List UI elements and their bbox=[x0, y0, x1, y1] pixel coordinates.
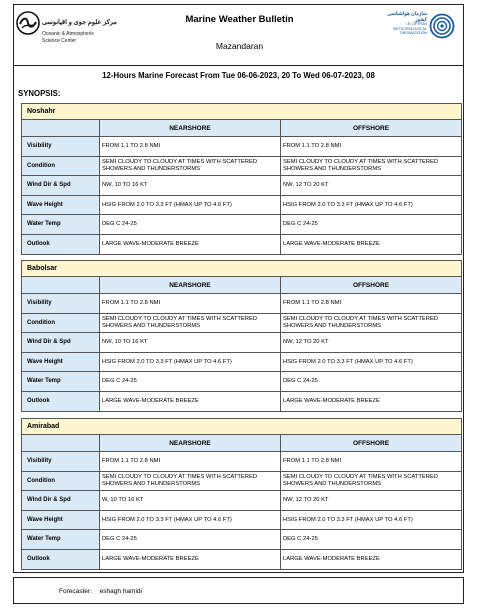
row-label: Visibility bbox=[22, 452, 100, 471]
station-section-amirabad bbox=[21, 418, 462, 570]
nearshore-value: FROM 1.1 TO 2.8 NMI bbox=[100, 452, 281, 471]
offshore-value: FROM 1.1 TO 2.8 NMI bbox=[283, 458, 342, 465]
column-header-blank bbox=[22, 435, 100, 451]
row-label: Water Temp bbox=[22, 372, 100, 391]
offshore-value: SEMI CLOUDY TO CLOUDY AT TIMES WITH SCATTERED SHOWERS AND THUNDERSTORMS bbox=[283, 474, 439, 487]
offshore-value: DEG C 24-25 bbox=[283, 221, 318, 228]
table-row bbox=[22, 550, 461, 570]
bulletin-title: Marine Weather Bulletin bbox=[185, 14, 294, 25]
row-label: Water Temp bbox=[22, 215, 100, 234]
offshore-value: HSIG FROM 2.0 TO 3.3 FT (HMAX UP TO 4.6 FT) bbox=[283, 516, 413, 523]
nearshore-value: DEG C 24-25 bbox=[100, 530, 281, 549]
column-header-nearshore: NEARSHORE bbox=[100, 120, 281, 136]
table-row bbox=[22, 215, 461, 235]
nearshore-value: HSIG FROM 2.0 TO 3.3 FT (HMAX UP TO 4.6 FT) bbox=[100, 511, 281, 530]
table-row bbox=[22, 372, 461, 392]
table-row bbox=[22, 452, 461, 472]
offshore-value: DEG C 24-25 bbox=[283, 536, 318, 543]
table-row bbox=[22, 294, 461, 314]
offshore-value: NW, 12 TO 20 KT bbox=[283, 182, 329, 189]
column-header-nearshore: NEARSHORE bbox=[100, 435, 281, 451]
nearshore-value: DEG C 24-25 bbox=[100, 215, 281, 234]
column-header-row bbox=[22, 277, 461, 294]
offshore-value: SEMI CLOUDY TO CLOUDY AT TIMES WITH SCATTERED SHOWERS AND THUNDERSTORMS bbox=[283, 159, 439, 172]
table-row bbox=[22, 137, 461, 157]
synopsis-label: SYNOPSIS: bbox=[18, 89, 61, 98]
table-row bbox=[22, 235, 461, 255]
logo-left-en-text-1: Oceanic & Atmospheric bbox=[42, 31, 94, 37]
row-label: Condition bbox=[22, 472, 100, 491]
nearshore-value: SEMI CLOUDY TO CLOUDY AT TIMES WITH SCATTERED SHOWERS AND THUNDERSTORMS bbox=[100, 472, 281, 491]
forecaster-name: eshagh hamidi bbox=[99, 588, 142, 595]
forecast-period: 12-Hours Marine Forecast From Tue 06-06-2023, 20 To Wed 06-07-2023, 08 bbox=[102, 71, 375, 80]
row-label: Condition bbox=[22, 157, 100, 176]
row-label: Visibility bbox=[22, 137, 100, 156]
nearshore-value: LARGE WAVE-MODERATE BREEZE bbox=[100, 550, 281, 570]
row-label: Condition bbox=[22, 314, 100, 333]
logo-right-en-text-2: METEOROLOGICAL ORGANIZATION bbox=[393, 27, 427, 35]
offshore-value: NW, 12 TO 20 KT bbox=[283, 339, 329, 346]
logo-right-fa-text: سازمان هواشناسی کشور bbox=[387, 11, 427, 23]
offshore-value: FROM 1.1 TO 2.8 NMI bbox=[283, 300, 342, 307]
offshore-value: DEG C 24-25 bbox=[283, 378, 318, 385]
row-label: Wind Dir & Spd bbox=[22, 333, 100, 352]
column-header-blank bbox=[22, 120, 100, 136]
forecaster-label: Forecaster: bbox=[59, 588, 92, 595]
table-row bbox=[22, 530, 461, 550]
table-row bbox=[22, 511, 461, 531]
row-label: Wind Dir & Spd bbox=[22, 491, 100, 510]
bulletin-header bbox=[13, 4, 464, 66]
nearshore-value: HSIG FROM 2.0 TO 3.3 FT (HMAX UP TO 4.6 FT) bbox=[100, 196, 281, 215]
table-row bbox=[22, 392, 461, 412]
column-header-offshore: OFFSHORE bbox=[281, 435, 461, 451]
logo-left-fa-text: مرکز علوم جوی و اقیانوسی bbox=[42, 19, 117, 26]
row-label: Outlook bbox=[22, 550, 100, 570]
bulletin-region: Mazandaran bbox=[215, 41, 264, 51]
offshore-value: LARGE WAVE-MODERATE BREEZE bbox=[283, 241, 380, 248]
nearshore-value: LARGE WAVE-MODERATE BREEZE bbox=[100, 392, 281, 412]
station-name: Amirabad bbox=[22, 419, 461, 435]
row-label: Wave Height bbox=[22, 511, 100, 530]
nearshore-value: FROM 1.1 TO 2.8 NMI bbox=[100, 137, 281, 156]
table-row bbox=[22, 176, 461, 196]
nearshore-value: LARGE WAVE-MODERATE BREEZE bbox=[100, 235, 281, 255]
row-label: Wind Dir & Spd bbox=[22, 176, 100, 195]
table-row bbox=[22, 196, 461, 216]
offshore-value: LARGE WAVE-MODERATE BREEZE bbox=[283, 398, 380, 405]
table-row bbox=[22, 353, 461, 373]
table-row bbox=[22, 314, 461, 334]
nearshore-value: HSIG FROM 2.0 TO 3.3 FT (HMAX UP TO 4.6 FT) bbox=[100, 353, 281, 372]
table-row bbox=[22, 157, 461, 177]
row-label: Wave Height bbox=[22, 353, 100, 372]
station-name: Babolsar bbox=[22, 261, 461, 277]
column-header-offshore: OFFSHORE bbox=[281, 277, 461, 293]
nearshore-value: DEG C 24-25 bbox=[100, 372, 281, 391]
row-label: Outlook bbox=[22, 392, 100, 412]
column-header-blank bbox=[22, 277, 100, 293]
nearshore-value: FROM 1.1 TO 2.8 NMI bbox=[100, 294, 281, 313]
column-header-row bbox=[22, 435, 461, 452]
meteorological-organization-logo-icon bbox=[429, 13, 455, 39]
bulletin-footer bbox=[13, 577, 464, 604]
offshore-value: FROM 1.1 TO 2.8 NMI bbox=[283, 143, 342, 150]
offshore-value: SEMI CLOUDY TO CLOUDY AT TIMES WITH SCATTERED SHOWERS AND THUNDERSTORMS bbox=[283, 316, 439, 329]
table-row bbox=[22, 472, 461, 492]
forecaster-line bbox=[59, 588, 142, 595]
nearshore-value: NW, 10 TO 16 KT bbox=[100, 333, 281, 352]
logo-right-en-text-1: I.R. OF IRAN bbox=[405, 22, 427, 26]
column-header-row bbox=[22, 120, 461, 137]
offshore-value: LARGE WAVE-MODERATE BREEZE bbox=[283, 556, 380, 563]
column-header-nearshore: NEARSHORE bbox=[100, 277, 281, 293]
meteorological-org-logo bbox=[387, 9, 455, 63]
row-label: Outlook bbox=[22, 235, 100, 255]
offshore-value: NW, 12 TO 20 KT bbox=[283, 497, 329, 504]
table-row bbox=[22, 333, 461, 353]
station-name: Noshahr bbox=[22, 104, 461, 120]
row-label: Wave Height bbox=[22, 196, 100, 215]
station-section-babolsar bbox=[21, 260, 462, 412]
logo-left-en-text-2: Science Center bbox=[42, 38, 77, 44]
table-row bbox=[22, 491, 461, 511]
column-header-offshore: OFFSHORE bbox=[281, 120, 461, 136]
forecast-body bbox=[13, 66, 464, 573]
offshore-value: HSIG FROM 2.0 TO 3.3 FT (HMAX UP TO 4.6 FT) bbox=[283, 201, 413, 208]
nearshore-value: W, 10 TO 16 KT bbox=[100, 491, 281, 510]
nearshore-value: NW, 10 TO 16 KT bbox=[100, 176, 281, 195]
row-label: Visibility bbox=[22, 294, 100, 313]
nearshore-value: SEMI CLOUDY TO CLOUDY AT TIMES WITH SCATTERED SHOWERS AND THUNDERSTORMS bbox=[100, 314, 281, 333]
nearshore-value: SEMI CLOUDY TO CLOUDY AT TIMES WITH SCATTERED SHOWERS AND THUNDERSTORMS bbox=[100, 157, 281, 176]
station-section-noshahr bbox=[21, 103, 462, 255]
offshore-value: HSIG FROM 2.0 TO 3.3 FT (HMAX UP TO 4.6 FT) bbox=[283, 358, 413, 365]
row-label: Water Temp bbox=[22, 530, 100, 549]
